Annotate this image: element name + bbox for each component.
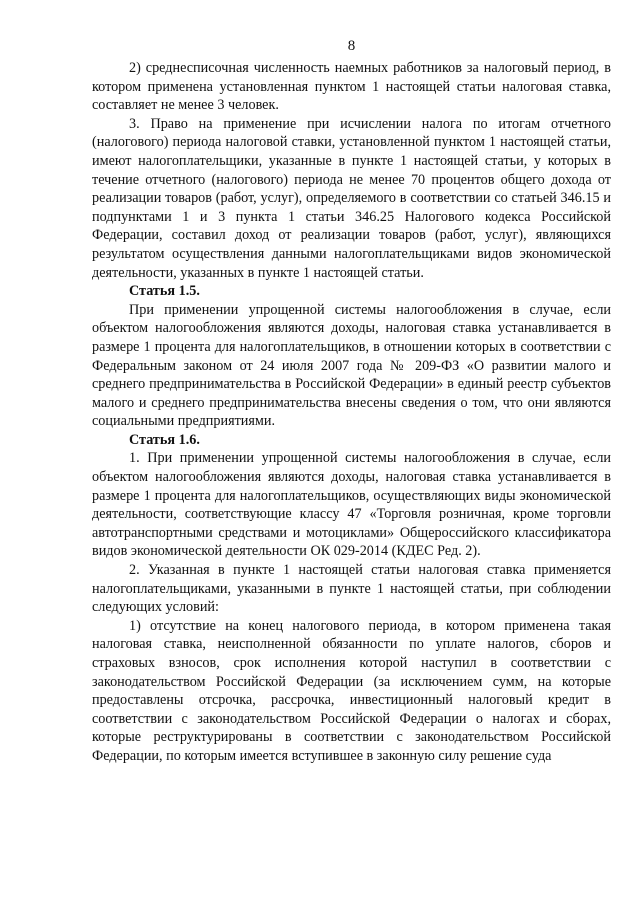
paragraph-article-1-6-item-1: 1. При применении упрощенной системы налогообложения в случае, если объектом налогообложения являются доходы, налоговая ставка устанавливается в размере 1 процента для налогоплательщиков, осуществляющих виды экономической деятельности, соответствующие классу 47 «Торговля розничная, кроме торговли автотранспортными средствами и мотоциклами» Общероссийского классификатора видов экономической деятельности ОК 029-2014 (КДЕС Ред. 2). (92, 450, 611, 560)
paragraph-subitem-2: 2) среднесписочная численность наемных работников за налоговый период, в котором применена установленная пунктом 1 настоящей статьи налоговая ставка, составляет не менее 3 человек. (92, 60, 611, 114)
document-body (92, 59, 611, 766)
paragraph-item-3: 3. Право на применение при исчислении налога по итогам отчетного (налогового) периода налоговой ставки, установленной пунктом 1 настоящей статьи, имеют налогоплательщики, указанные в пункте 1 настоящей статьи, у которых в течение отчетного (налогового) периода не менее 70 процентов общего дохода от реализации товаров (работ, услуг), определяемого в соответствии со статьей 346.15 и подпунктами 1 и 3 пункта 1 статьи 346.25 Налогового кодекса Российской Федерации, составил доход от реализации товаров (работ, услуг), являющихся результатом осуществления данными налогоплательщиками видов экономической деятельности, указанных в пункте 1 настоящей статьи. (92, 115, 611, 281)
paragraph-article-1-6-item-2: 2. Указанная в пункте 1 настоящей статьи налоговая ставка применяется налогоплательщиками, указанными в пункте 1 настоящей статьи, при соблюдении следующих условий: (92, 562, 611, 616)
page-number: 8 (347, 38, 356, 54)
article-heading-1-5: Статья 1.5. (129, 283, 200, 300)
paragraph-article-1-5: При применении упрощенной системы налогообложения в случае, если объектом налогообложения являются доходы, налоговая ставка устанавливается в размере 1 процента для налогоплательщиков, в отношении которых в соответствии с Федеральным законом от 24 июля 2007 года № 209-ФЗ «О развитии малого и среднего предпринимательства в Российской Федерации» в единый реестр субъектов малого и среднего предпринимательства внесены сведения о том, что они являются социальными предприятиями. (92, 301, 611, 430)
paragraph-article-1-6-subitem-1: 1) отсутствие на конец налогового периода, в котором применена такая налоговая ставка, неисполненной обязанности по уплате налогов, сборов и страховых взносов, срок исполнения которой наступил в соответствии с законодательством Российской Федерации (за исключением сумм, на которые предоставлены отсрочка, рассрочка, инвестиционный налоговый кредит в соответствии с законодательством Российской Федерации о налогах и сборах, которые реструктурированы в соответствии с законодательством Российской Федерации, по которым имеется вступившее в законную силу решение суда (92, 617, 611, 764)
article-heading-1-6: Статья 1.6. (129, 431, 200, 448)
